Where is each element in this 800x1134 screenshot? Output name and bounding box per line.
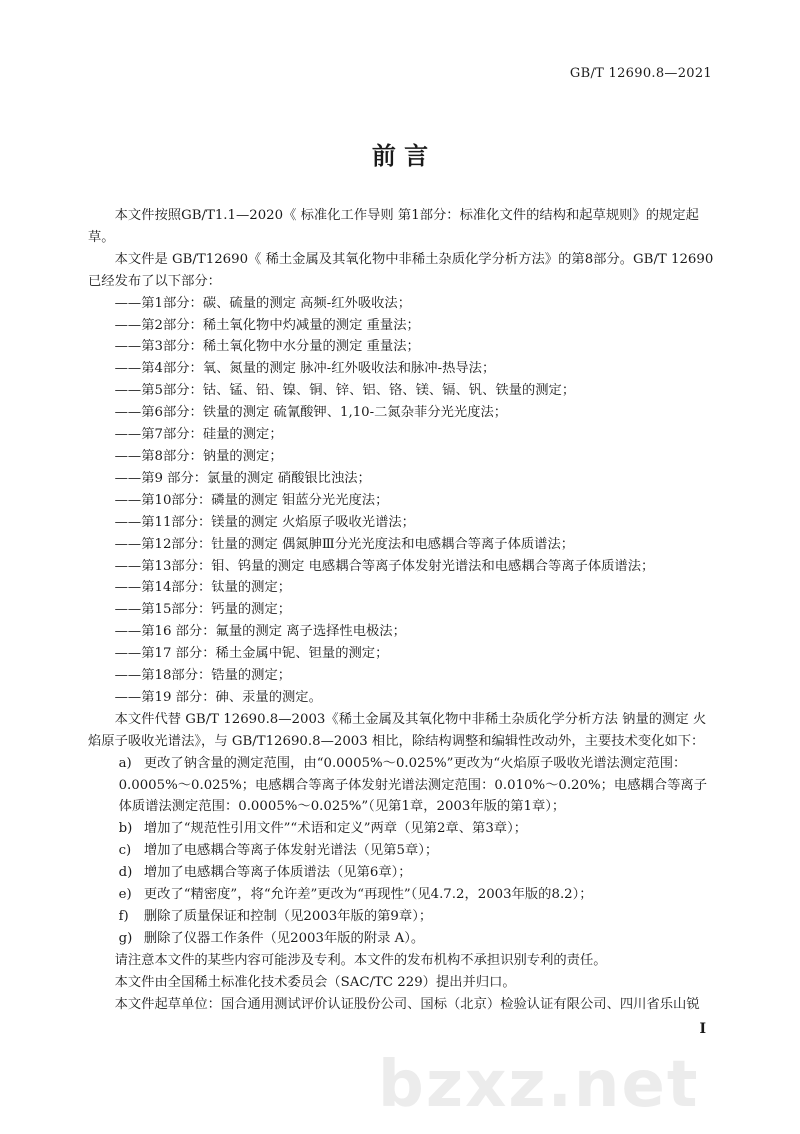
paragraph-drafting-rule: 本文件按照GB/T1.1—2020《 标准化工作导则 第1部分：标准化文件的结构和起草规则》的规定起草。	[88, 208, 699, 245]
standard-code: GB/T 12690.8—2021	[569, 66, 712, 81]
change-item	[88, 928, 714, 950]
paragraph-committee: 本文件由全国稀土标准化技术委员会（SAC/TC 229）提出并归口。	[114, 974, 516, 990]
change-text: 增加了电感耦合等离子体发射光谱法（见第5章）；	[143, 843, 439, 859]
paragraph-drafting-units: 本文件起草单位：国合通用测试评价认证股份公司、国标（北京）检验认证有限公司、四川省乐山锐	[114, 996, 700, 1012]
change-item	[88, 840, 714, 862]
list-item: ——第10部分：磷量的测定 钼蓝分光光度法；	[114, 492, 389, 508]
change-item	[88, 818, 714, 840]
list-item: ——第12部分：钍量的测定 偶氮胂Ⅲ分光光度法和电感耦合等离子体质谱法；	[114, 536, 575, 552]
change-mark: g)	[118, 930, 133, 946]
list-item: ——第14部分：钛量的测定；	[114, 580, 292, 596]
list-item: ——第1部分：碳、硫量的测定 高频-红外吸收法；	[114, 295, 412, 311]
change-mark: d)	[118, 865, 133, 881]
document-body	[88, 205, 714, 1016]
change-item	[88, 862, 714, 884]
change-item	[88, 906, 714, 928]
change-mark: e)	[118, 887, 132, 903]
page-number: I	[699, 1021, 706, 1037]
change-mark: f)	[118, 909, 129, 924]
list-item: ——第3部分：稀土氧化物中水分量的测定 重量法；	[114, 339, 420, 355]
change-text: 更改了“精密度”，将“允许差”更改为“再现性”（见4.7.2，2003年版的8.2）；	[143, 887, 593, 903]
list-item: ——第6部分：铁量的测定 硫氰酸钾、1,10-二氮杂菲分光光度法；	[114, 405, 508, 421]
change-text: 删除了仪器工作条件（见2003年版的附录 A）。	[143, 930, 425, 946]
list-item: ——第17 部分：稀土金属中铌、钽量的测定；	[114, 646, 389, 662]
list-item: ——第11部分：镁量的测定 火焰原子吸收光谱法；	[114, 514, 415, 530]
page-title: 前 言	[371, 142, 429, 170]
list-item: ——第9 部分：氯量的测定 硝酸银比浊法；	[114, 470, 371, 486]
change-mark: c)	[118, 843, 132, 859]
change-text: 删除了质量保证和控制（见2003年版的第9章）；	[143, 909, 433, 924]
change-text: 增加了电感耦合等离子体质谱法（见第6章）；	[143, 865, 412, 881]
change-mark: a)	[118, 755, 132, 771]
change-item	[88, 753, 714, 819]
watermark: bzxz.net	[378, 1048, 700, 1122]
changes-list	[88, 753, 714, 950]
change-mark: b)	[118, 821, 133, 837]
change-text: 更改了钠含量的测定范围，由“0.0005%～0.025%”更改为“火焰原子吸收光谱法测定范围：0.0005%～0.025%；电感耦合等离子体发射光谱法测定范围：0.010%～0.20%；电感耦合等离子体质谱法测定范围：0.0005%～0.025%”（见第1章，2003年版的第1章）；	[118, 755, 707, 815]
list-item: ——第2部分：稀土氧化物中灼减量的测定 重量法；	[114, 317, 420, 333]
parts-list	[88, 293, 714, 709]
list-item: ——第4部分：氧、氮量的测定 脉冲-红外吸收法和脉冲-热导法；	[114, 361, 496, 377]
list-item: ——第7部分：硅量的测定；	[114, 427, 283, 443]
list-item: ——第18部分：锆量的测定；	[114, 668, 292, 684]
list-item: ——第16 部分：氟量的测定 离子选择性电极法；	[114, 624, 406, 640]
list-item: ——第19 部分：砷、汞量的测定。	[114, 689, 322, 705]
list-item: ——第8部分：钠量的测定；	[114, 448, 283, 464]
change-text: 增加了“规范性引用文件”“术语和定义”两章（见第2章、第3章）；	[143, 821, 528, 837]
paragraph-patent-notice: 请注意本文件的某些内容可能涉及专利。本文件的发布机构不承担识别专利的责任。	[114, 952, 607, 968]
list-item: ——第15部分：钙量的测定；	[114, 602, 292, 618]
list-item: ——第5部分：钴、锰、铅、镍、铜、锌、铝、铬、镁、镉、钒、铁量的测定；	[114, 383, 576, 399]
paragraph-series-intro: 本文件是 GB/T12690《 稀土金属及其氧化物中非稀土杂质化学分析方法》的第8部分。GB/T 12690已经发布了以下部分：	[88, 251, 714, 289]
change-item	[88, 884, 714, 906]
paragraph-replacement: 本文件代替 GB/T 12690.8—2003《稀土金属及其氧化物中非稀土杂质化学分析方法 钠量的测定 火焰原子吸收光谱法》，与 GB/T12690.8—2003 相比，除结构调整和编辑性改动外，主要技术变化如下：	[88, 711, 707, 749]
list-item: ——第13部分：钼、钨量的测定 电感耦合等离子体发射光谱法和电感耦合等离子体质谱法；	[114, 558, 655, 574]
